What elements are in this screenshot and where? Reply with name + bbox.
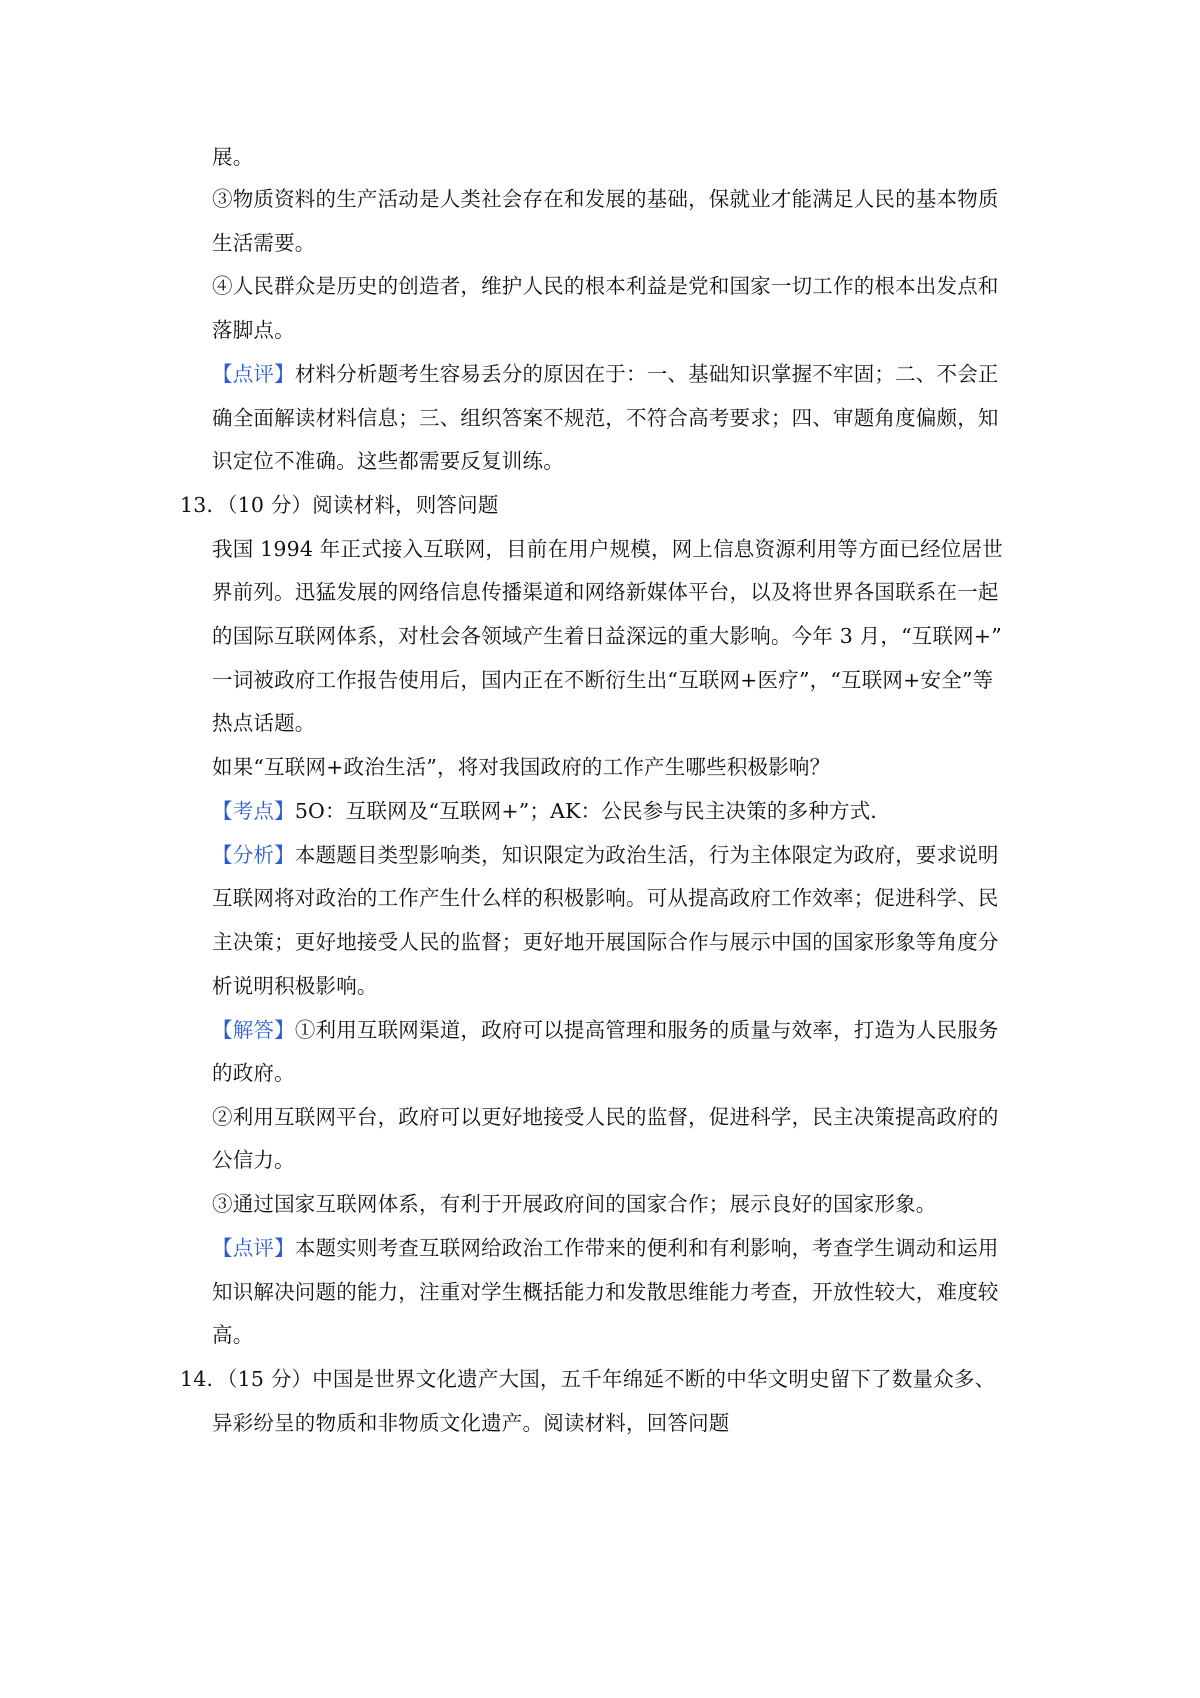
comment-line bbox=[212, 1234, 1024, 1262]
kaodian-tag: 【考点】 bbox=[212, 799, 295, 823]
comment-line bbox=[212, 360, 1024, 388]
text-line: 确全面解读材料信息；三、组织答案不规范，不符合高考要求；四、审题角度偏颇，知 bbox=[212, 406, 999, 430]
text-line: 识定位不准确。这些都需要反复训练。 bbox=[212, 449, 564, 473]
text-line: ②利用互联网平台，政府可以更好地接受人民的监督，促进科学，民主决策提高政府的 bbox=[212, 1105, 999, 1129]
text-line: 生活需要。 bbox=[212, 231, 316, 255]
text-line: 知识解决问题的能力，注重对学生概括能力和发散思维能力考查，开放性较大，难度较 bbox=[212, 1280, 999, 1304]
question-prompt: 如果“互联网+政治生活”，将对我国政府的工作产生哪些积极影响？ bbox=[212, 755, 831, 779]
text-line: 高。 bbox=[212, 1323, 254, 1347]
text-line: 我国 1994 年正式接入互联网，目前在用户规模，网上信息资源利用等方面已经位居世 bbox=[212, 537, 1003, 561]
text-line: 异彩纷呈的物质和非物质文化遗产。阅读材料，回答问题 bbox=[212, 1411, 730, 1435]
question-heading-13: 13．（10 分）阅读材料，则答问题 bbox=[180, 493, 499, 517]
text-line: 展。 bbox=[212, 145, 254, 169]
kaodian-text: 5O：互联网及“互联网+”；AK：公民参与民主决策的多种方式． bbox=[294, 799, 892, 823]
text-line: 一词被政府工作报告使用后，国内正在不断衍生出“互联网+医疗”，“互联网+安全”等 bbox=[212, 668, 994, 692]
text-line: ③通过国家互联网体系，有利于开展政府间的国家合作；展示良好的国家形象。 bbox=[212, 1192, 937, 1216]
text-line: 的国际互联网体系，对杜会各领域产生着日益深远的重大影响。今年 3 月，“互联网+” bbox=[212, 624, 1002, 648]
analysis-line bbox=[212, 841, 1024, 869]
text-line: ④人民群众是历史的创造者，维护人民的根本利益是党和国家一切工作的根本出发点和 bbox=[212, 274, 999, 298]
text-line: 公信力。 bbox=[212, 1148, 295, 1172]
text-line: 互联网将对政治的工作产生什么样的积极影响。可从提高政府工作效率；促进科学、民 bbox=[212, 886, 999, 910]
answer-text: ①利用互联网渠道，政府可以提高管理和服务的质量与效率，打造为人民服务 bbox=[294, 1018, 999, 1042]
question-heading-14: 14．（15 分）中国是世界文化遗产大国，五千年绵延不断的中华文明史留下了数量众多、 bbox=[180, 1367, 996, 1391]
comment-text: 本题实则考查互联网给政治工作带来的便利和有利影响，考查学生调动和运用 bbox=[294, 1236, 999, 1260]
kaodian-line bbox=[212, 797, 1024, 825]
comment-tag: 【点评】 bbox=[212, 362, 295, 386]
text-line: 热点话题。 bbox=[212, 711, 316, 735]
comment-text: 材料分析题考生容易丢分的原因在于：一、基础知识掌握不牢固；二、不会正 bbox=[294, 362, 999, 386]
analysis-text: 本题题目类型影响类，知识限定为政治生活，行为主体限定为政府，要求说明 bbox=[294, 843, 999, 867]
analysis-tag: 【分析】 bbox=[212, 843, 295, 867]
text-line: 析说明积极影响。 bbox=[212, 974, 378, 998]
answer-line bbox=[212, 1016, 1024, 1044]
comment-tag: 【点评】 bbox=[212, 1236, 295, 1260]
text-line: 的政府。 bbox=[212, 1061, 295, 1085]
text-line: 界前列。迅猛发展的网络信息传播渠道和网络新媒体平台，以及将世界各国联系在一起 bbox=[212, 580, 999, 604]
text-line: ③物质资料的生产活动是人类社会存在和发展的基础，保就业才能满足人民的基本物质 bbox=[212, 187, 999, 211]
answer-tag: 【解答】 bbox=[212, 1018, 295, 1042]
text-line: 主决策；更好地接受人民的监督；更好地开展国际合作与展示中国的国家形象等角度分 bbox=[212, 930, 999, 954]
text-line: 落脚点。 bbox=[212, 318, 295, 342]
